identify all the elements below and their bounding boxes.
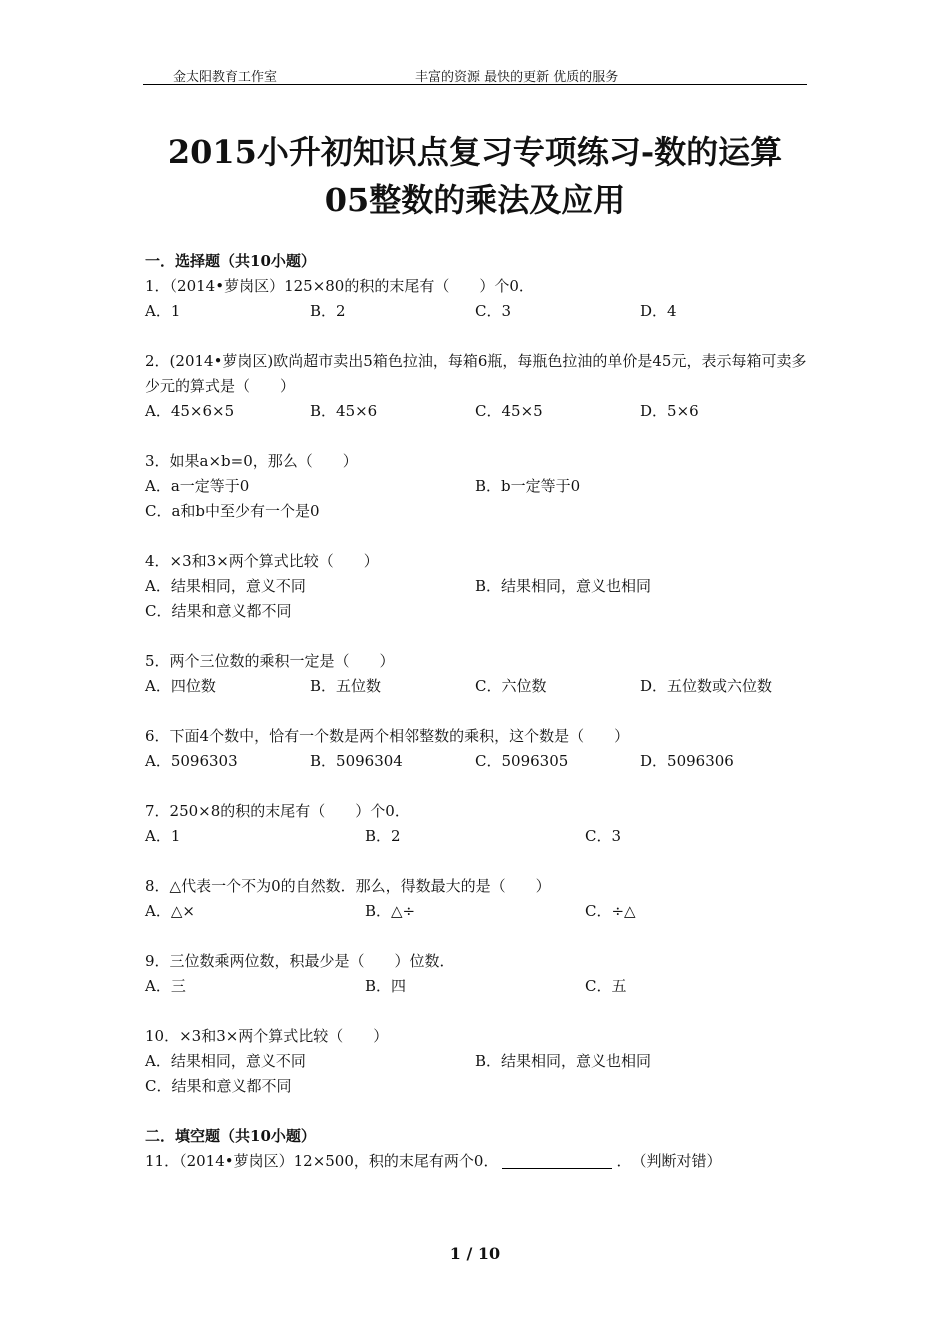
option: A．四位数 (145, 677, 216, 695)
spacer (145, 699, 810, 724)
option: A．1 (145, 827, 181, 845)
spacer (145, 849, 810, 874)
option: B．45×6 (310, 402, 378, 420)
answer-blank (502, 1152, 612, 1169)
option: D．5×6 (640, 402, 699, 420)
option: A．45×6×5 (145, 402, 235, 420)
page-header (143, 64, 807, 85)
options-4a (145, 574, 810, 599)
options-7 (145, 824, 810, 849)
option: B．结果相同，意义也相同 (475, 577, 652, 595)
option: A．1 (145, 302, 181, 320)
document-title (100, 128, 850, 224)
option: B．四 (365, 977, 407, 995)
option: B．5096304 (310, 752, 403, 770)
document-body (145, 249, 810, 1174)
title-line-2: 05整数的乘法及应用 (324, 181, 626, 219)
option: D．4 (640, 302, 677, 320)
option: C．÷△ (585, 902, 636, 920)
option: C．3 (585, 827, 622, 845)
header-right: 丰富的资源 最快的更新 优质的服务 (415, 70, 619, 85)
option: C．a和b中至少有一个是0 (145, 502, 320, 520)
options-8 (145, 899, 810, 924)
question-11-text: 11．（2014•萝岗区）12×500，积的末尾有两个0． (145, 1152, 499, 1170)
section-heading-fill: 二．填空题（共10小题） (145, 1127, 316, 1145)
question-10: 10．×3和3×两个算式比较（ ） (145, 1027, 389, 1045)
question-9: 9．三位数乘两位数，积最少是（ ）位数． (145, 952, 455, 970)
option: B．结果相同，意义也相同 (475, 1052, 652, 1070)
spacer (145, 524, 810, 549)
option: C．结果和意义都不同 (145, 1077, 292, 1095)
page-number: 1 / 10 (449, 1244, 501, 1263)
title-line-1: 2015小升初知识点复习专项练习-数的运算 (167, 133, 783, 171)
option: B．b一定等于0 (475, 477, 581, 495)
option: C．结果和意义都不同 (145, 602, 292, 620)
option: B．2 (310, 302, 346, 320)
spacer (145, 424, 810, 449)
question-1: 1．（2014•萝岗区）125×80的积的末尾有（ ）个0． (145, 277, 534, 295)
option: C．3 (475, 302, 512, 320)
spacer (145, 324, 810, 349)
options-2 (145, 399, 810, 424)
spacer (145, 774, 810, 799)
section-heading-choice: 一．选择题（共10小题） (145, 252, 316, 270)
question-3: 3．如果a×b=0，那么（ ） (145, 452, 358, 470)
options-9 (145, 974, 810, 999)
question-4: 4．×3和3×两个算式比较（ ） (145, 552, 379, 570)
options-5 (145, 674, 810, 699)
header-left: 金太阳教育工作室 (173, 70, 278, 85)
spacer (145, 924, 810, 949)
options-4b (145, 599, 810, 624)
option: A．5096303 (145, 752, 238, 770)
option: C．5096305 (475, 752, 569, 770)
option: C．六位数 (475, 677, 547, 695)
options-3a (145, 474, 810, 499)
option: C．五 (585, 977, 627, 995)
options-1 (145, 299, 810, 324)
question-5: 5．两个三位数的乘积一定是（ ） (145, 652, 395, 670)
option: B．五位数 (310, 677, 382, 695)
option: A．三 (145, 977, 186, 995)
question-8: 8．△代表一个不为0的自然数．那么，得数最大的是（ ） (145, 877, 551, 895)
question-11-suffix: ． （判断对错） (616, 1152, 722, 1170)
option: B．2 (365, 827, 401, 845)
options-3b (145, 499, 810, 524)
option: A．结果相同，意义不同 (145, 577, 306, 595)
options-10b (145, 1074, 810, 1099)
options-6 (145, 749, 810, 774)
option: D．5096306 (640, 752, 734, 770)
option: A．a一定等于0 (145, 477, 250, 495)
option: A．结果相同，意义不同 (145, 1052, 306, 1070)
spacer (145, 999, 810, 1024)
option: D．五位数或六位数 (640, 677, 773, 695)
spacer (145, 1099, 810, 1124)
options-10a (145, 1049, 810, 1074)
question-2: 2．(2014•萝岗区)欧尚超市卖出5箱色拉油，每箱6瓶，每瓶色拉油的单价是45元，表示每箱可卖多少元的算式是（ ） (145, 352, 807, 395)
option: B．△÷ (365, 902, 416, 920)
option: A．△× (145, 902, 195, 920)
option: C．45×5 (475, 402, 543, 420)
question-11 (145, 1149, 810, 1174)
question-6: 6．下面4个数中，恰有一个数是两个相邻整数的乘积，这个数是（ ） (145, 727, 630, 745)
spacer (145, 624, 810, 649)
question-7: 7．250×8的积的末尾有（ ）个0． (145, 802, 410, 820)
